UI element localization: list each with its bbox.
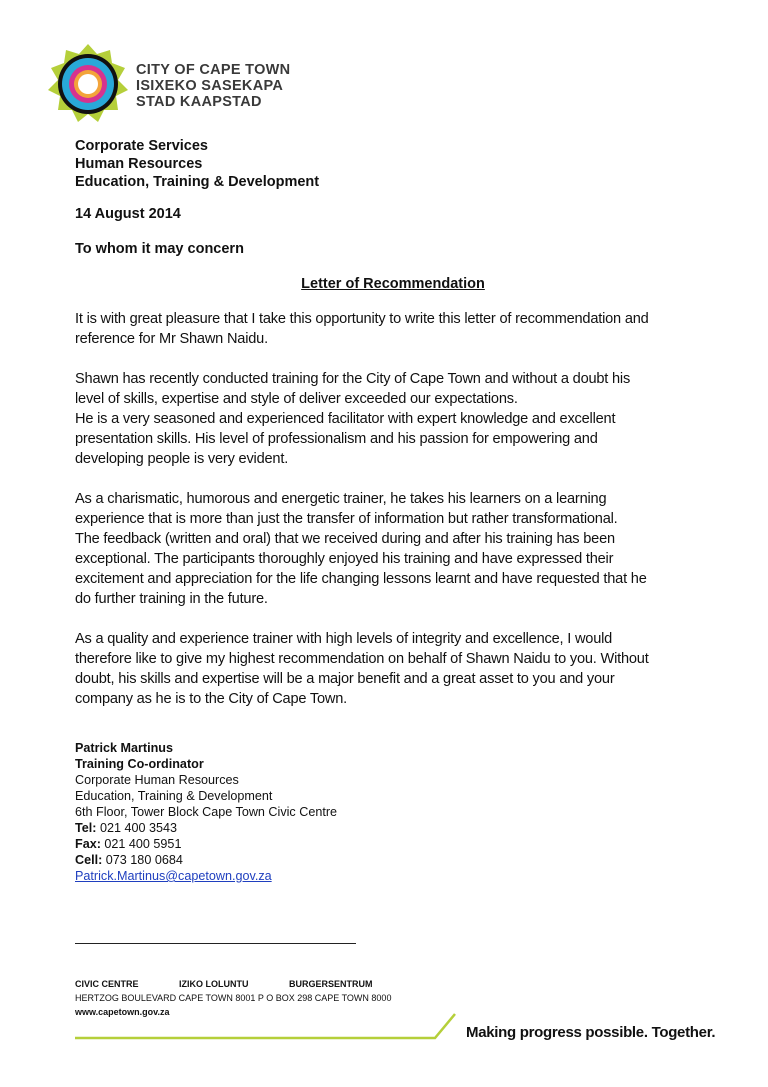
paragraph-line: experience that is more than just the transfer of information but rather transformational. (75, 511, 618, 527)
subject-text: Letter of Recommendation (301, 276, 485, 292)
footer-heading: CIVIC CENTRE (75, 979, 139, 989)
paragraph-line: company as he is to the City of Cape Town. (75, 691, 348, 707)
footer-heading: IZIKO LOLUNTU (179, 979, 249, 989)
body-paragraph (75, 369, 735, 469)
letter-body (75, 309, 735, 729)
paragraph-line: do further training in the future. (75, 591, 268, 607)
city-of-cape-town-logo (48, 44, 128, 124)
paragraph-line: exceptional. The participants thoroughly enjoyed his training and have expressed their (75, 551, 614, 567)
logo-wordmark (136, 62, 290, 110)
footer-headings (75, 977, 411, 991)
signatory-address: 6th Floor, Tower Block Cape Town Civic Centre (75, 805, 338, 819)
signatory-unit: Education, Training & Development (75, 789, 273, 803)
signature-rule (75, 943, 356, 944)
logo-line: STAD KAAPSTAD (136, 94, 262, 110)
paragraph-line: As a quality and experience trainer with high levels of integrity and excellence, I would (75, 631, 613, 647)
paragraph-line: presentation skills. His level of professionalism and his passion for empowering and (75, 431, 598, 447)
paragraph-line: level of skills, expertise and style of deliver exceeded our expectations. (75, 391, 518, 407)
paragraph-line: As a charismatic, humorous and energetic trainer, he takes his learners on a learning (75, 491, 607, 507)
green-swoosh-line (75, 1012, 460, 1042)
body-paragraph (75, 309, 735, 349)
cell-row (75, 852, 337, 868)
fax-label: Fax: (75, 837, 101, 851)
salutation: To whom it may concern (75, 241, 244, 257)
footer-address: HERTZOG BOULEVARD CAPE TOWN 8001 P O BOX 298 CAPE TOWN 8000 (75, 993, 392, 1003)
fax-row (75, 836, 337, 852)
paragraph-line: reference for Mr Shawn Naidu. (75, 331, 268, 347)
body-paragraph (75, 629, 735, 709)
logo-line: ISIXEKO SASEKAPA (136, 78, 284, 94)
signature-block (75, 740, 337, 884)
department-header (75, 137, 319, 191)
paragraph-line: excitement and appreciation for the life changing lessons learnt and have requested that he (75, 571, 647, 587)
letter-date: 14 August 2014 (75, 206, 181, 222)
paragraph-line: Shawn has recently conducted training for the City of Cape Town and without a doubt his (75, 371, 631, 387)
body-paragraph (75, 489, 735, 609)
paragraph-line: He is a very seasoned and experienced facilitator with expert knowledge and excellent (75, 411, 616, 427)
department-line: Corporate Services (75, 138, 208, 154)
paragraph-line: doubt, his skills and expertise will be a major benefit and a great asset to you and your (75, 671, 615, 687)
footer-heading: BURGERSENTRUM (289, 979, 373, 989)
paragraph-line: therefore like to give my highest recommendation on behalf of Shawn Naidu to you. Without (75, 651, 649, 667)
fax-value: 021 400 5951 (100, 837, 182, 851)
cell-value: 073 180 0684 (102, 853, 183, 867)
department-line: Education, Training & Development (75, 174, 320, 190)
cell-label: Cell: (75, 853, 103, 867)
tagline: Making progress possible. Together. (466, 1024, 716, 1041)
signatory-org: Corporate Human Resources (75, 773, 239, 787)
paragraph-line: developing people is very evident. (75, 451, 289, 467)
letter-subject (0, 276, 768, 292)
signatory-title: Training Co-ordinator (75, 757, 204, 771)
email-link[interactable]: Patrick.Martinus@capetown.gov.za (75, 869, 272, 883)
logo-line: CITY OF CAPE TOWN (136, 62, 291, 78)
tel-row (75, 820, 337, 836)
paragraph-line: It is with great pleasure that I take this opportunity to write this letter of recommendation and (75, 311, 649, 327)
department-line: Human Resources (75, 156, 203, 172)
tel-label: Tel: (75, 821, 97, 835)
paragraph-line: The feedback (written and oral) that we received during and after his training has been (75, 531, 615, 547)
footer-website[interactable]: www.capetown.gov.za (75, 1007, 170, 1017)
tel-value: 021 400 3543 (96, 821, 178, 835)
signatory-name: Patrick Martinus (75, 741, 173, 755)
